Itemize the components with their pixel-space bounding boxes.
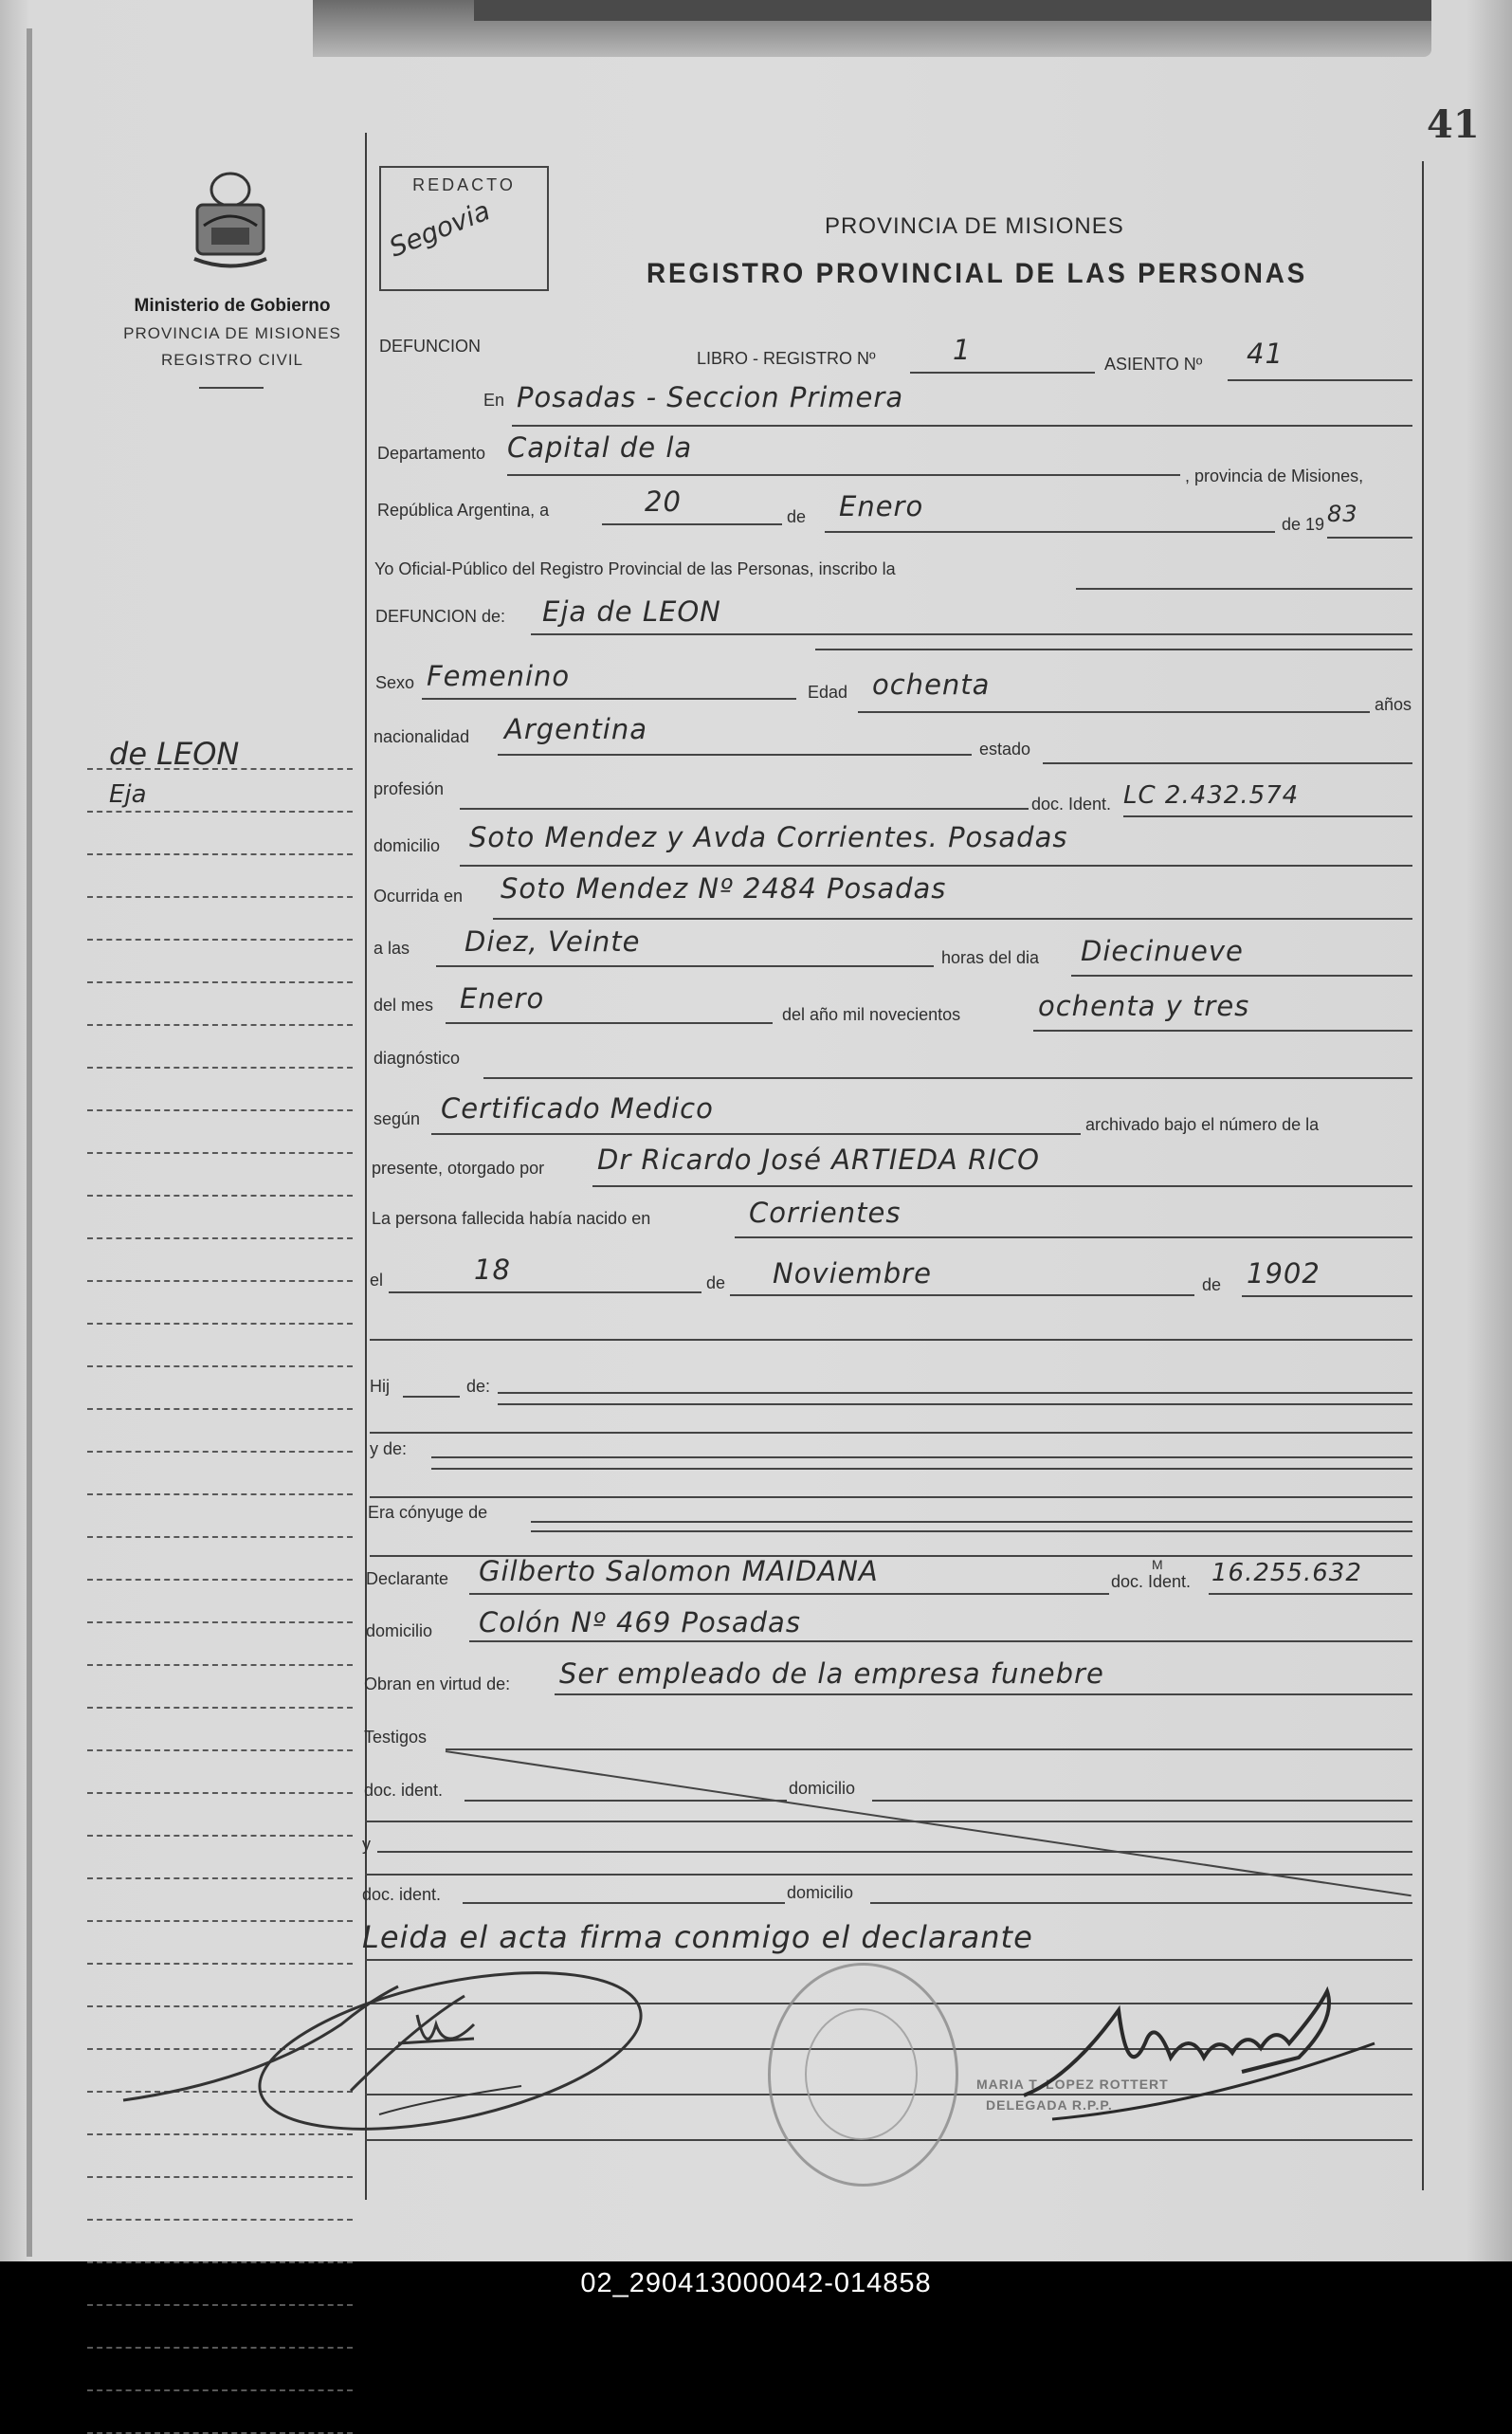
margin-rule-line bbox=[87, 1792, 353, 1794]
en-value: Posadas - Seccion Primera bbox=[517, 381, 904, 413]
redacto-label: REDACTO bbox=[412, 175, 516, 194]
margin-rule-line bbox=[87, 1195, 353, 1197]
republica-label: República Argentina, a bbox=[377, 501, 550, 520]
leida-value: Leida el acta firma conmigo el declarante bbox=[362, 1919, 1033, 1955]
ocurrida-label: Ocurrida en bbox=[373, 887, 464, 906]
alas-label: a las bbox=[373, 939, 410, 958]
page-binding bbox=[27, 28, 32, 2257]
doc2-underline bbox=[1209, 1593, 1412, 1595]
margin-rule-line bbox=[87, 811, 353, 813]
sexo-underline bbox=[422, 698, 796, 700]
margin-rule-line bbox=[87, 939, 353, 941]
y-underline bbox=[377, 1851, 1412, 1853]
profesion-label: profesión bbox=[373, 779, 445, 798]
testigos-label: Testigos bbox=[364, 1728, 428, 1747]
year-value: 1902 bbox=[1247, 1257, 1321, 1290]
ministry-registry: REGISTRO CIVIL bbox=[160, 351, 304, 369]
stamp-text-title: DELEGADA R.P.P. bbox=[986, 2097, 1113, 2113]
testigos-underline bbox=[446, 1748, 1412, 1750]
obran-label: Obran en virtud de: bbox=[364, 1675, 511, 1693]
margin-rule-line bbox=[87, 1451, 353, 1453]
domicilio2-underline bbox=[469, 1640, 1412, 1642]
margin-rule-line bbox=[87, 1579, 353, 1581]
redacto-box bbox=[379, 166, 549, 291]
stamp-inner-circle bbox=[805, 2008, 918, 2140]
presente-value: Dr Ricardo José ARTIEDA RICO bbox=[597, 1144, 1040, 1176]
mes-underline bbox=[825, 531, 1275, 533]
sexo-value: Femenino bbox=[427, 660, 571, 692]
en-label: En bbox=[483, 391, 505, 410]
libro-value: 1 bbox=[953, 334, 972, 366]
testigos-blank-1 bbox=[365, 1821, 1412, 1822]
mes-value: Enero bbox=[839, 490, 924, 522]
docident2-label: doc. ident. bbox=[362, 1885, 442, 1904]
margin-rule-line bbox=[87, 1280, 353, 1282]
defuncion-de-label: DEFUNCION de: bbox=[375, 607, 506, 626]
de2-label: de bbox=[706, 1273, 726, 1292]
segun-value: Certificado Medico bbox=[441, 1092, 714, 1125]
diagnostico-underline bbox=[483, 1077, 1412, 1079]
conyuge-label: Era cónyuge de bbox=[368, 1503, 488, 1522]
y-label: y bbox=[362, 1835, 371, 1854]
domicilio-underline bbox=[460, 865, 1412, 867]
image-id-footer: 02_290413000042-014858 bbox=[580, 2268, 932, 2298]
edad-value: ochenta bbox=[872, 668, 991, 701]
el-label: el bbox=[370, 1271, 384, 1290]
ministry-divider bbox=[199, 387, 264, 389]
margin-rule-line bbox=[87, 896, 353, 898]
margin-surname: de LEON bbox=[109, 736, 240, 772]
margin-rule-line bbox=[87, 2219, 353, 2221]
domicilio4-label: domicilio bbox=[787, 1883, 854, 1902]
archivado-label: archivado bajo el número de la bbox=[1085, 1115, 1320, 1134]
margin-rule-line bbox=[87, 1067, 353, 1069]
doc2-mark: M bbox=[1152, 1557, 1163, 1572]
delmes-underline bbox=[446, 1022, 773, 1024]
stamp-text-name: MARIA T. LOPEZ ROTTERT bbox=[976, 2077, 1169, 2092]
redacto-signature: Segovia bbox=[384, 194, 495, 264]
margin-rule-line bbox=[87, 1749, 353, 1751]
conyuge-underline bbox=[531, 1521, 1412, 1523]
margin-rule-line bbox=[87, 1963, 353, 1965]
nacionalidad-underline bbox=[498, 754, 972, 756]
edad-label: Edad bbox=[808, 683, 848, 702]
el-underline bbox=[389, 1291, 701, 1293]
de4-label: de: bbox=[466, 1377, 491, 1396]
ministry-title: Ministerio de Gobierno bbox=[134, 296, 331, 316]
header-registry: REGISTRO PROVINCIAL DE LAS PERSONAS bbox=[647, 258, 1308, 289]
margin-rule-line bbox=[87, 2389, 353, 2391]
horas-value: Diecinueve bbox=[1081, 935, 1244, 967]
anio-underline bbox=[1327, 537, 1412, 539]
segun-label: según bbox=[373, 1109, 421, 1128]
margin-rule-line bbox=[87, 981, 353, 983]
nacionalidad-value: Argentina bbox=[504, 713, 647, 745]
estado-underline bbox=[1043, 762, 1412, 764]
nov-underline bbox=[730, 1294, 1194, 1296]
delanio-label: del año mil novecientos bbox=[782, 1005, 961, 1024]
page-number: 41 bbox=[1427, 102, 1480, 147]
departamento-value: Capital de la bbox=[507, 431, 693, 464]
margin-rule-line bbox=[87, 1152, 353, 1154]
margin-rule-line bbox=[87, 853, 353, 855]
delmes-value: Enero bbox=[460, 982, 545, 1015]
asiento-label: ASIENTO Nº bbox=[1104, 355, 1203, 374]
anos-label: años bbox=[1375, 695, 1412, 714]
ocurrida-value: Soto Mendez Nº 2484 Posadas bbox=[501, 872, 947, 905]
margin-rule-line bbox=[87, 1024, 353, 1026]
estado-label: estado bbox=[979, 740, 1031, 759]
domicilio3-underline bbox=[872, 1800, 1412, 1802]
delanio-underline bbox=[1033, 1030, 1412, 1032]
declarante-label: Declarante bbox=[366, 1569, 449, 1588]
margin-rule-line bbox=[87, 1920, 353, 1922]
margin-rule-line bbox=[87, 1621, 353, 1623]
official-stamp bbox=[768, 1963, 958, 2187]
sexo-label: Sexo bbox=[375, 673, 415, 692]
testigos-blank-2 bbox=[365, 1874, 1412, 1876]
yde-underline-2 bbox=[431, 1468, 1412, 1470]
yde-label: y de: bbox=[370, 1439, 408, 1458]
declarante-underline bbox=[469, 1593, 1109, 1595]
oficial-signature bbox=[1014, 1953, 1394, 2124]
seal-icon bbox=[183, 169, 278, 278]
margin-rule-line bbox=[87, 1664, 353, 1666]
domicilio-label: domicilio bbox=[373, 836, 441, 855]
margin-rule-line bbox=[87, 1493, 353, 1495]
docident-label: doc. ident. bbox=[364, 1781, 444, 1800]
margin-rule-line bbox=[87, 1365, 353, 1367]
presente-label: presente, otorgado por bbox=[372, 1159, 545, 1178]
margin-rule-line bbox=[87, 2347, 353, 2349]
nov-value: Noviembre bbox=[773, 1257, 932, 1290]
alas-value: Diez, Veinte bbox=[465, 925, 641, 958]
margin-rule-line bbox=[87, 2304, 353, 2306]
margin-rule-line bbox=[87, 1835, 353, 1837]
oficial-underline bbox=[1076, 588, 1412, 590]
delmes-label: del mes bbox=[373, 996, 434, 1015]
hij-underline bbox=[403, 1396, 460, 1398]
provincia-label: , provincia de Misiones, bbox=[1185, 467, 1364, 485]
margin-rule-line bbox=[87, 1536, 353, 1538]
doc-underline bbox=[1123, 815, 1412, 817]
margin-rule-line bbox=[87, 1109, 353, 1111]
ocurrida-underline bbox=[493, 918, 1412, 920]
yde-underline bbox=[431, 1456, 1412, 1458]
presente-underline bbox=[592, 1185, 1412, 1187]
defuncion-de-underline-2 bbox=[815, 649, 1412, 650]
dia-value: 20 bbox=[645, 485, 682, 518]
blank-line-3 bbox=[370, 1496, 1412, 1498]
segun-underline bbox=[431, 1133, 1081, 1135]
blank-line-1 bbox=[370, 1339, 1412, 1341]
libro-underline bbox=[910, 372, 1095, 374]
defuncion-de-value: Eja de LEON bbox=[542, 595, 721, 628]
margin-given-name: Eja bbox=[109, 780, 147, 809]
libro-label: LIBRO - REGISTRO Nº bbox=[697, 349, 876, 368]
anio-value: 83 bbox=[1327, 501, 1358, 527]
book-cover-shadow bbox=[474, 0, 1431, 21]
nacido-underline bbox=[735, 1236, 1412, 1238]
departamento-underline bbox=[507, 474, 1180, 476]
defuncion-de-underline bbox=[531, 633, 1412, 635]
doc-value: LC 2.432.574 bbox=[1123, 781, 1300, 810]
ministry-province: PROVINCIA DE MISIONES bbox=[123, 324, 341, 342]
right-margin-rule bbox=[1422, 161, 1424, 2190]
profesion-underline bbox=[460, 808, 1029, 810]
horas-underline bbox=[1071, 975, 1412, 977]
de-label: de bbox=[787, 507, 807, 526]
domicilio3-label: domicilio bbox=[789, 1779, 856, 1798]
doc-label: doc. Ident. bbox=[1031, 795, 1112, 814]
margin-rule-line bbox=[87, 1408, 353, 1410]
defuncion-heading: DEFUNCION bbox=[379, 337, 481, 356]
horas-label: horas del dia bbox=[941, 948, 1040, 967]
asiento-value: 41 bbox=[1247, 338, 1284, 370]
blank-line-2 bbox=[370, 1432, 1412, 1434]
alas-underline bbox=[436, 965, 934, 967]
domicilio2-label: domicilio bbox=[366, 1621, 433, 1640]
domicilio-value: Soto Mendez y Avda Corrientes. Posadas bbox=[469, 821, 1068, 853]
domicilio2-value: Colón Nº 469 Posadas bbox=[479, 1606, 801, 1638]
de19-label: de 19 bbox=[1282, 515, 1325, 534]
declarante-value: Gilberto Salomon MAIDANA bbox=[479, 1555, 879, 1587]
doc2-label: doc. Ident. bbox=[1111, 1572, 1192, 1591]
diagnostico-label: diagnóstico bbox=[373, 1049, 461, 1068]
el-value: 18 bbox=[474, 1254, 511, 1286]
year-underline bbox=[1242, 1295, 1412, 1297]
nacionalidad-label: nacionalidad bbox=[373, 727, 470, 746]
asiento-underline bbox=[1228, 379, 1412, 381]
docident-underline bbox=[465, 1800, 787, 1802]
hij-de-underline bbox=[498, 1392, 1412, 1394]
doc2-value: 16.255.632 bbox=[1211, 1559, 1362, 1587]
declarante-signature bbox=[114, 1967, 654, 2157]
margin-rule-line bbox=[87, 1323, 353, 1325]
margin-rule-line bbox=[87, 1707, 353, 1709]
conyuge-underline-2 bbox=[531, 1530, 1412, 1532]
obran-underline bbox=[555, 1693, 1412, 1695]
header-province: PROVINCIA DE MISIONES bbox=[825, 213, 1124, 239]
nacido-label: La persona fallecida había nacido en bbox=[372, 1209, 651, 1228]
nacido-value: Corrientes bbox=[749, 1197, 902, 1229]
hij-label: Hij bbox=[370, 1377, 390, 1396]
docident2-underline bbox=[463, 1902, 785, 1904]
obran-value: Ser empleado de la empresa funebre bbox=[559, 1657, 1104, 1690]
delanio-value: ochenta y tres bbox=[1038, 990, 1250, 1022]
margin-rule-line bbox=[87, 1877, 353, 1879]
departamento-label: Departamento bbox=[377, 444, 486, 463]
oficial-label: Yo Oficial-Público del Registro Provincial de las Personas, inscribo la bbox=[374, 559, 896, 578]
margin-rule-line bbox=[87, 2176, 353, 2178]
hij-de-underline-2 bbox=[498, 1403, 1412, 1405]
margin-rule-line bbox=[87, 2261, 353, 2263]
en-underline bbox=[512, 425, 1412, 427]
edad-underline bbox=[858, 711, 1370, 713]
domicilio4-underline bbox=[870, 1902, 1412, 1904]
de3-label: de bbox=[1202, 1275, 1222, 1294]
dia-underline bbox=[602, 523, 782, 525]
margin-rule-line bbox=[87, 1237, 353, 1239]
